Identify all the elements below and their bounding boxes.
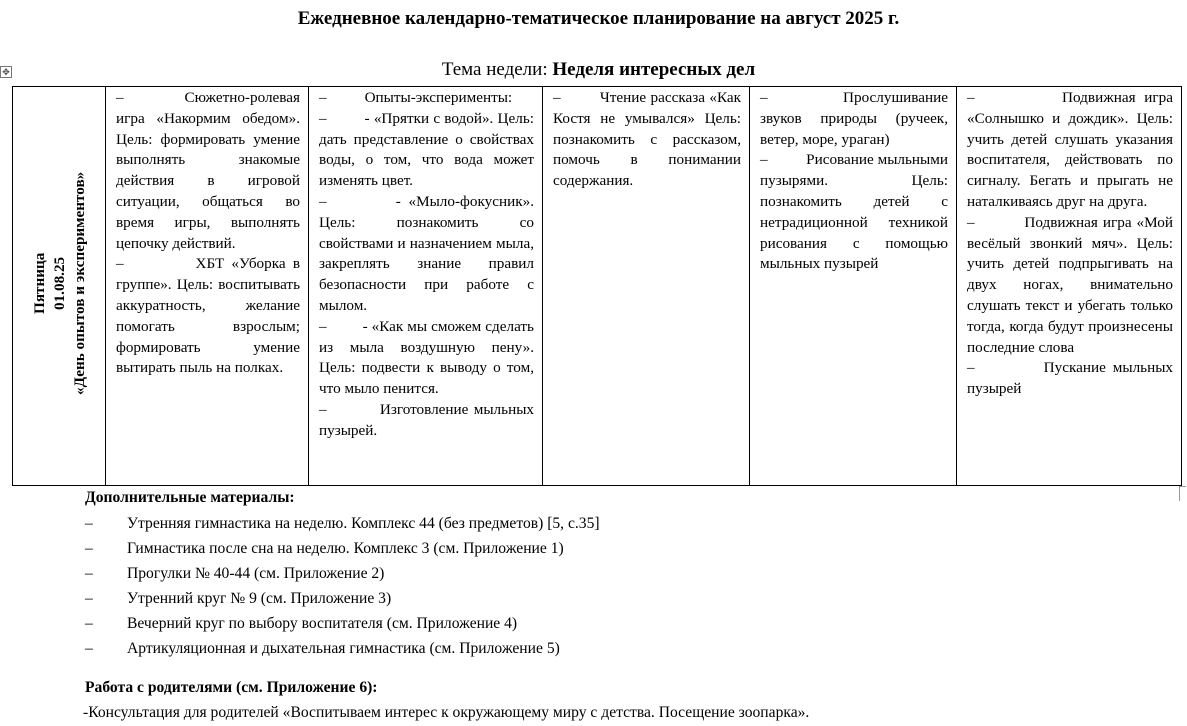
day-date: 01.08.25 xyxy=(51,256,68,310)
list-item xyxy=(85,636,1175,661)
list-item xyxy=(85,561,1175,586)
list-dash: – xyxy=(85,565,93,582)
materials-list xyxy=(85,511,1175,661)
list-item: – - «Как мы сможем сделать из мыла воздушную пену». Цель: подвести к выводу о том, что мыло пенится. xyxy=(319,317,534,398)
list-item xyxy=(85,536,1175,561)
materials-section xyxy=(85,487,1175,725)
list-item: – Опыты-эксперименты: xyxy=(319,89,513,106)
list-item: – Подвижная игра «Мой весёлый звонкий мяч». Цель: учить детей подпрыгивать на двух ногах, внимательно слушать текст и убегать только тогда, когда будут произнесены последние слова xyxy=(967,213,1173,356)
list-item-text: Прогулки № 40-44 (см. Приложение 2) xyxy=(127,565,385,582)
move-handle-icon[interactable]: ✥ xyxy=(0,66,12,78)
parents-text: -Консультация для родителей «Воспитываем интерес к окружающему миру с детства. Посещение зоопарка». xyxy=(83,704,810,721)
list-item: – ХБТ «Уборка в группе». Цель: воспитывать аккуратность, желание помогать взрослым; формировать умение вытирать пыль на полках. xyxy=(116,255,300,377)
list-item xyxy=(85,586,1175,611)
week-theme-value: Неделя интересных дел xyxy=(552,59,756,80)
list-item-text: Гимнастика после сна на неделю. Комплекс 3 (см. Приложение 1) xyxy=(127,540,564,557)
list-dash: – xyxy=(85,515,93,532)
list-item-text: Утренний круг № 9 (см. Приложение 3) xyxy=(127,590,392,607)
cell-end-marker xyxy=(1179,486,1186,501)
activity-cell-reading xyxy=(543,87,750,486)
activity-cell-experiments xyxy=(309,87,543,486)
activity-cell-play xyxy=(106,87,309,486)
activity-cell-movement xyxy=(957,87,1182,486)
list-item xyxy=(85,511,1175,536)
list-dash: – xyxy=(85,640,93,657)
list-item: – Подвижная игра «Солнышко и дождик». Цель: учить детей слушать указания воспитателя, действовать по сигналу. Бегать и прыгать не наталкиваясь друг на друга. xyxy=(967,89,1173,210)
list-item-text: Артикуляционная и дыхательная гимнастика (см. Приложение 5) xyxy=(127,640,560,657)
list-item: – - «Мыло-фокусник». Цель: познакомить со свойствами и назначением мыла, закреплять знание правил безопасности при работе с мылом. xyxy=(319,192,534,314)
list-item: – Рисование мыльными пузырями. Цель: познакомить детей с нетрадиционной техникой рисования с помощью мыльных пузырей xyxy=(760,151,948,273)
day-cell xyxy=(13,87,106,486)
list-dash: – xyxy=(85,615,93,632)
list-item: – - «Прятки с водой». Цель: дать представление о свойствах воды, о том, что вода может изменять цвет. xyxy=(319,109,534,190)
document-title: Ежедневное календарно-тематическое планирование на август 2025 г. xyxy=(297,8,900,29)
week-theme-label: Тема недели: xyxy=(441,59,553,80)
list-item-text: Утренняя гимнастика на неделю. Комплекс 44 (без предметов) [5, с.35] xyxy=(127,515,600,532)
activity-cell-art xyxy=(750,87,957,486)
list-item: – Изготовление мыльных пузырей. xyxy=(319,400,534,439)
list-item xyxy=(85,611,1175,636)
parents-heading: Работа с родителями (см. Приложение 6): xyxy=(85,679,378,696)
week-theme xyxy=(0,59,1187,81)
list-item: – Прослушивание звуков природы (ручеек, ветер, море, ураган) xyxy=(760,89,948,148)
list-dash: – xyxy=(85,590,93,607)
day-name: «День опытов и экспериментов» xyxy=(71,171,88,395)
day-label xyxy=(30,88,90,478)
day-weekday: Пятница xyxy=(31,252,48,314)
list-dash: – xyxy=(85,540,93,557)
list-item-text: Вечерний круг по выбору воспитателя (см. Приложение 4) xyxy=(127,615,518,632)
plan-table xyxy=(12,86,1182,486)
list-item: – Пускание мыльных пузырей xyxy=(967,359,1173,398)
list-item: – Чтение рассказа «Как Костя не умывался» Цель: познакомить с рассказом, помочь в понимании содержания. xyxy=(553,89,741,190)
table-row xyxy=(13,87,1182,486)
list-item: – Сюжетно-ролевая игра «Накормим обедом». Цель: формировать умение выполнять знакомые действия в игровой ситуации, общаться во время игры, выполнять цепочку действий. xyxy=(116,89,300,252)
materials-heading: Дополнительные материалы: xyxy=(85,489,295,506)
